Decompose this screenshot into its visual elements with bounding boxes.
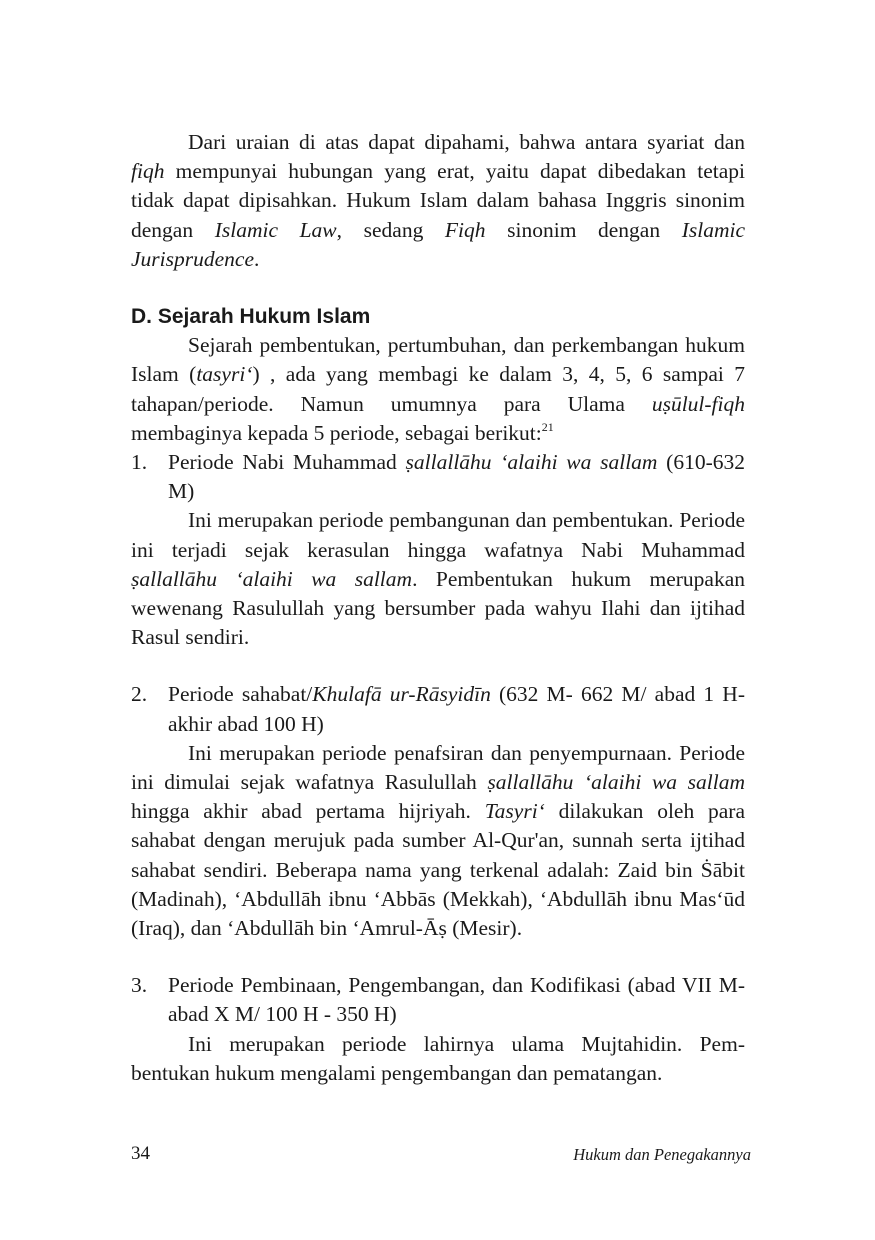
intro-paragraph: Dari uraian di atas dapat dipahami, bahwa antara syariat dan fiqh mempunyai hubungan yang erat, yaitu dapat dibedakan tetapi tidak dapat dipisahkan. Hukum Islam dalam bahasa Inggris sinonim dengan Islamic Law, sedang Fiqh sinonim dengan Islamic Jurisprudence. bbox=[131, 130, 746, 271]
list-title: Periode sahabat/Khulafā ur-Rāsyidīn (632 M- 662 M/ abad 1 H- akhir abad 100 H) bbox=[168, 682, 745, 736]
footnote-marker[interactable]: 21 bbox=[541, 419, 554, 434]
running-footer-title: Hukum dan Penegakannya bbox=[573, 1145, 751, 1164]
list-number: 2. bbox=[131, 682, 148, 707]
period-2-title bbox=[131, 680, 745, 738]
section-intro-paragraph: Sejarah pembentukan, pertumbuhan, dan perkembangan hukum Islam (tasyri‘) , ada yang membagi ke dalam 3, 4, 5, 6 sampai 7 tahapan/periode. Namun umumnya para Ulama uṣūlul-fiqh membaginya kepada 5 periode, sebagai berikut:$^{21}$ bbox=[131, 333, 745, 445]
section-heading: D. Sejarah Hukum Islam bbox=[131, 305, 371, 329]
page-number: 34 bbox=[131, 1143, 150, 1164]
period-1-body: Ini merupakan periode pembangunan dan pembentukan. Periode ini terjadi sejak kerasulan hingga wafatnya Nabi Muhammad ṣallallāhu ‘alaihi wa sallam. Pembentukan hukum merupakan wewenang Rasulullah yang bersumber pada wahyu Ilahi dan ijtihad Rasul sendiri. bbox=[131, 508, 745, 650]
list-title: Periode Pembinaan, Pengembangan, dan Kodifikasi (abad VII M- abad X M/ 100 H - 350 H) bbox=[168, 973, 745, 1027]
period-3-title bbox=[131, 971, 745, 1029]
period-2-body: Ini merupakan periode penafsiran dan penyempurnaan. Periode ini dimulai sejak wafatnya Rasulullah ṣallallāhu ‘alaihi wa sallam hingga akhir abad pertama hijriyah. Tasyri‘ dilakukan oleh para sahabat dengan merujuk pada sumber Al-Qur'an, sunnah serta ijtihad sahabat sendiri. Beberapa nama yang terkenal adalah: Zaid bin Ṡābit (Madinah), ‘Abdullāh ibnu ‘Abbās (Mekkah), ‘Abdullāh ibnu Mas‘ūd (Iraq), dan ‘Abdullāh bin ‘Amrul-Āṣ (Mesir). bbox=[131, 740, 746, 941]
list-number: 3. bbox=[131, 973, 148, 998]
period-1-title bbox=[131, 448, 745, 506]
list-title: Periode Nabi Muhammad ṣallallāhu ‘alaihi wa sallam (610-632 M) bbox=[168, 450, 745, 504]
page-body bbox=[131, 128, 745, 1088]
list-number: 1. bbox=[131, 450, 148, 475]
period-3-body: Ini merupakan periode lahirnya ulama Mujtahidin. Pembentukan hukum mengalami pengembangan dan pematangan. bbox=[131, 1031, 745, 1085]
